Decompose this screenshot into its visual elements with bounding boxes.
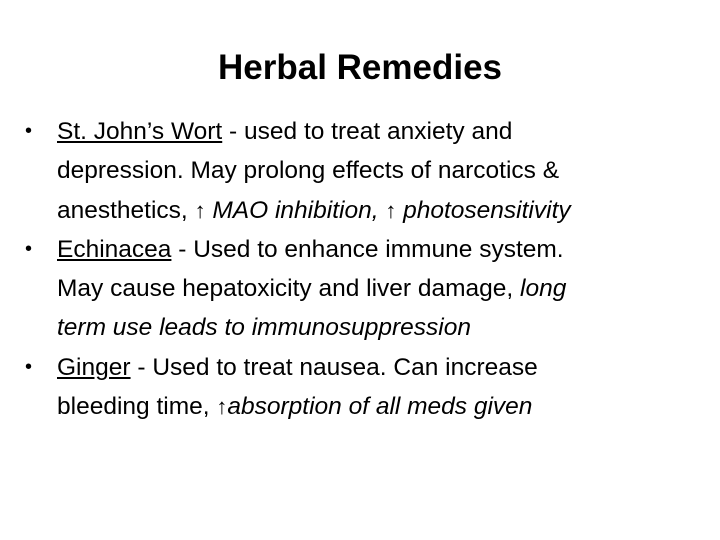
effect-text: photosensitivity: [396, 196, 571, 224]
bullet-line: [57, 387, 700, 426]
up-arrow-icon: ↑: [194, 197, 206, 223]
bullet-text: bleeding time,: [57, 393, 217, 421]
bullet-dot: •: [25, 355, 33, 378]
bullet-item-echinacea: [0, 230, 720, 348]
bullet-dot: •: [25, 120, 33, 142]
effect-text: absorption of all meds given: [227, 393, 533, 421]
bullet-text: depression. May prolong effects of narcotics &: [57, 157, 560, 185]
bullet-text: - used to treat anxiety and: [222, 118, 513, 145]
effect-text: MAO inhibition,: [205, 196, 379, 224]
bullet-item-ginger: [0, 348, 720, 427]
bullet-text: - Used to enhance immune system.: [171, 235, 564, 263]
effect-text: term use leads to immunosuppression: [57, 314, 471, 342]
effect-text: long: [520, 275, 567, 303]
herb-name: Ginger: [57, 353, 131, 381]
bullet-text: anesthetics,: [57, 196, 195, 224]
bullet-line: [57, 269, 700, 308]
bullet-line: [57, 112, 700, 151]
up-arrow-icon: ↑: [385, 197, 397, 223]
bullet-text: May cause hepatoxicity and liver damage,: [57, 275, 521, 303]
up-arrow-icon: ↑: [216, 394, 228, 420]
herb-name: St. John’s Wort: [57, 118, 223, 145]
bullet-text: - Used to treat nausea. Can increase: [130, 353, 538, 381]
bullet-line: [57, 191, 700, 230]
herb-name: Echinacea: [57, 235, 172, 263]
bullet-item-st-johns-wort: [0, 112, 720, 230]
bullet-list: [0, 112, 720, 426]
slide-title: Herbal Remedies: [217, 48, 503, 87]
bullet-dot: •: [25, 237, 33, 260]
bullet-line: [57, 230, 700, 269]
bullet-line: [57, 348, 700, 387]
